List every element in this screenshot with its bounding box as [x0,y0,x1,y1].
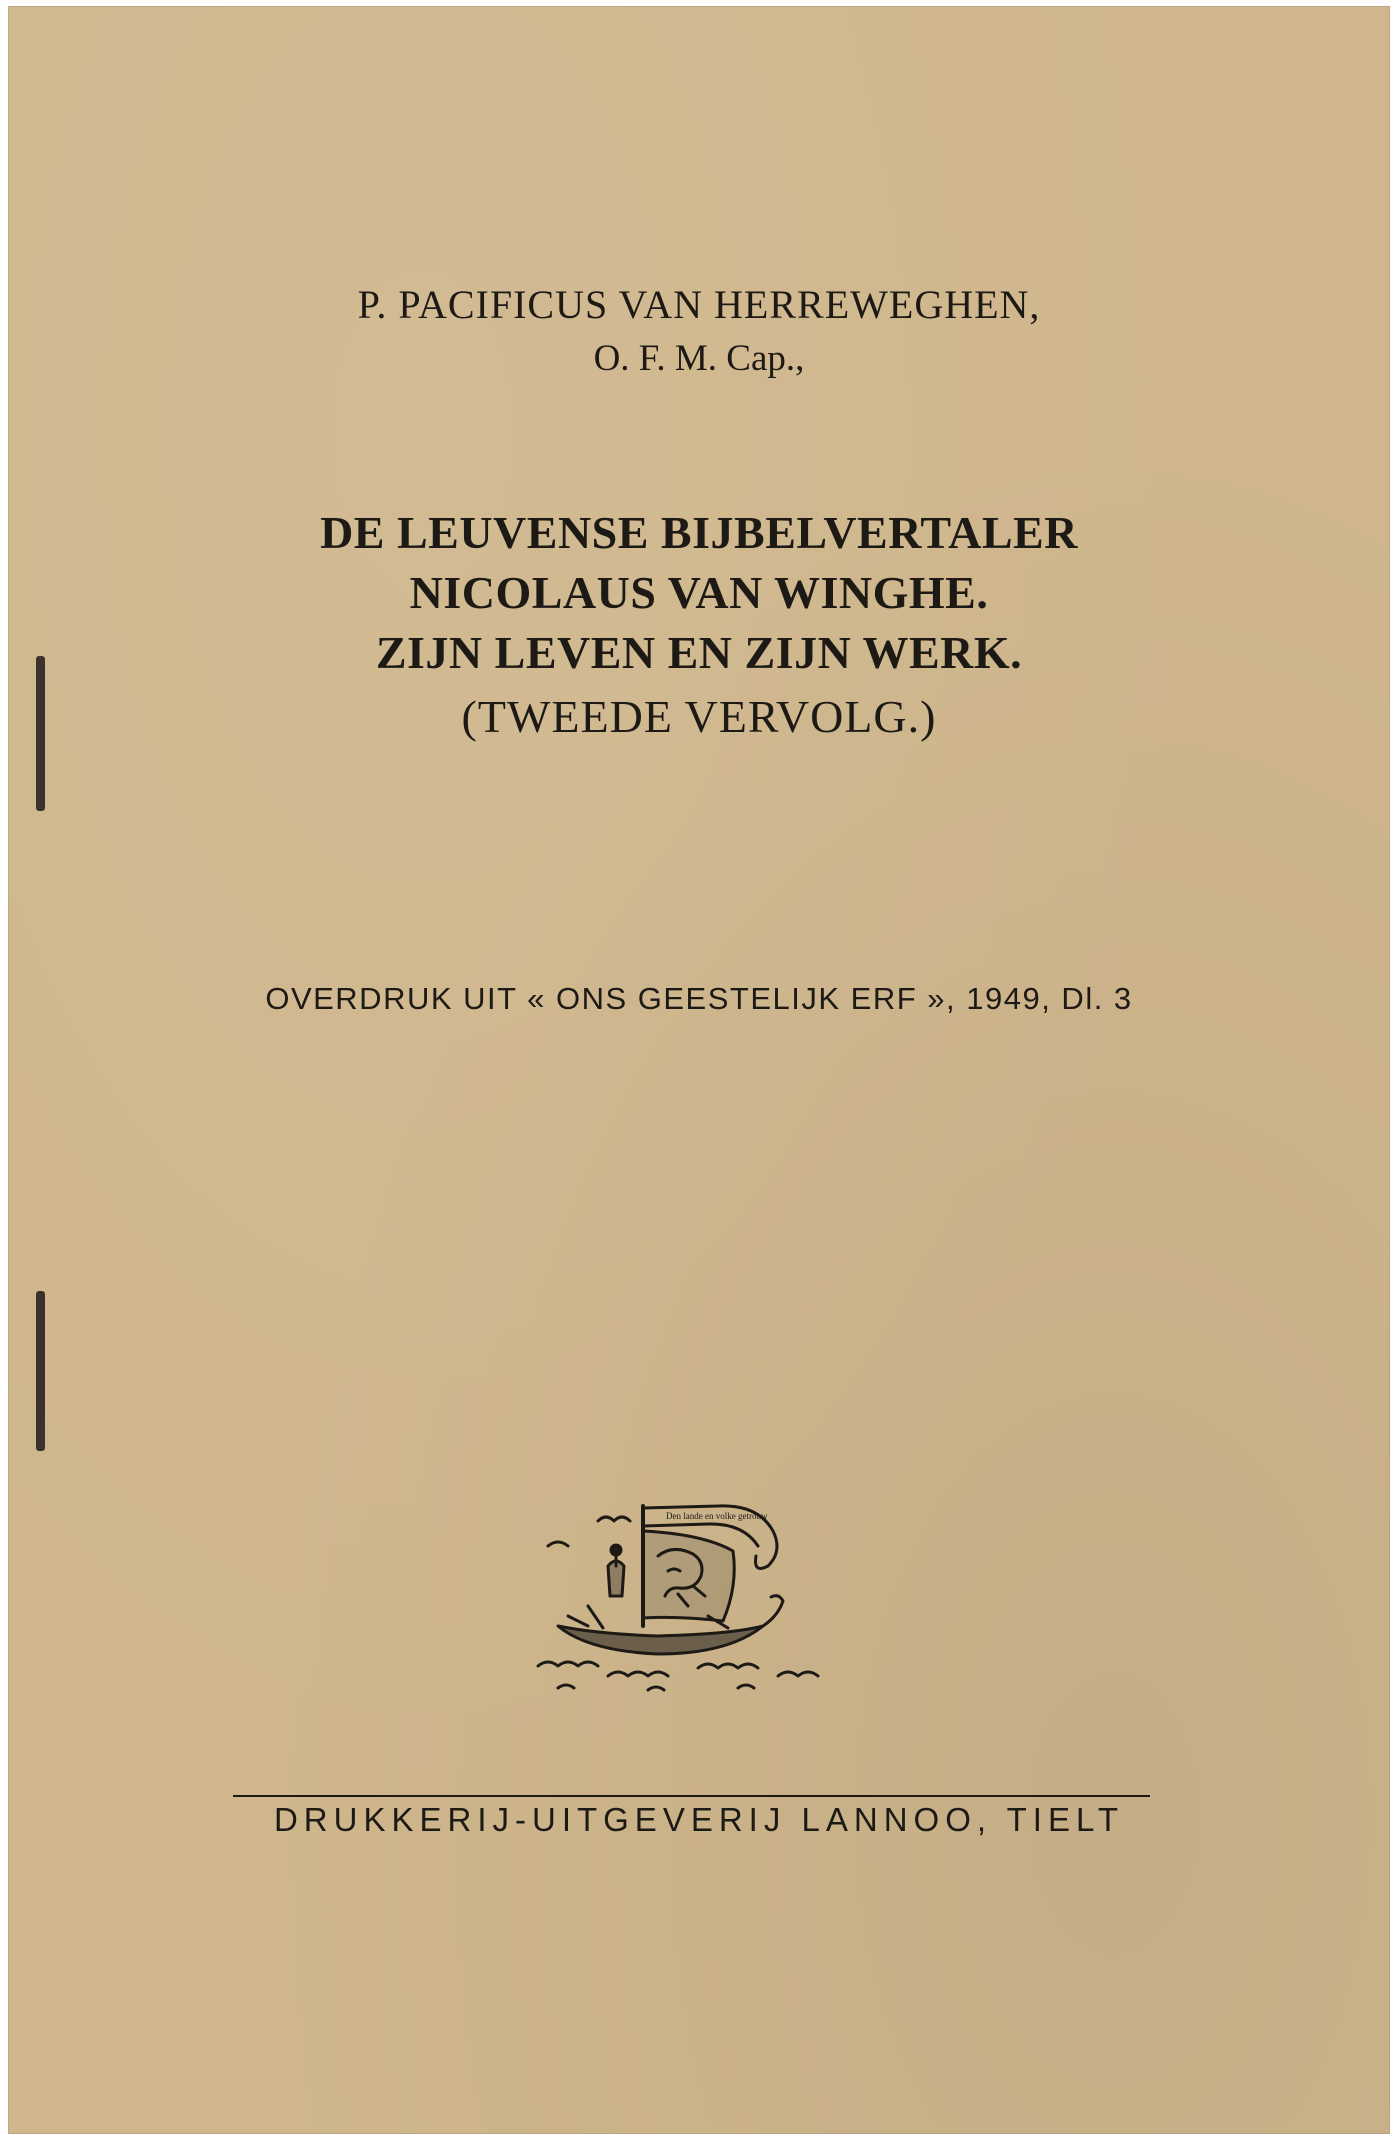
staple-bottom [36,1291,45,1451]
emblem-banner-text: Den lande en volke getrouw [666,1511,768,1521]
title-block [8,503,1390,747]
title-continuation: (TWEEDE VERVOLG.) [461,691,937,742]
author-order: O. F. M. Cap., [593,338,805,379]
ship-emblem-icon [528,1476,848,1696]
title-line-3: ZIJN LEVEN EN ZIJN WERK. [375,627,1023,678]
booklet-cover [8,6,1390,2134]
publisher-name: DRUKKERIJ-UITGEVERIJ LANNOO, TIELT [273,1801,1125,1838]
author-name: P. PACIFICUS VAN HERREWEGHEN, [357,282,1041,327]
title-line-2: NICOLAUS VAN WINGHE. [409,567,989,618]
offprint-note: OVERDRUK UIT « ONS GEESTELIJK ERF », 1949, Dl. 3 [265,981,1133,1016]
publisher-rule [233,1795,1150,1797]
title-line-1: DE LEUVENSE BIJBELVERTALER [320,507,1078,558]
